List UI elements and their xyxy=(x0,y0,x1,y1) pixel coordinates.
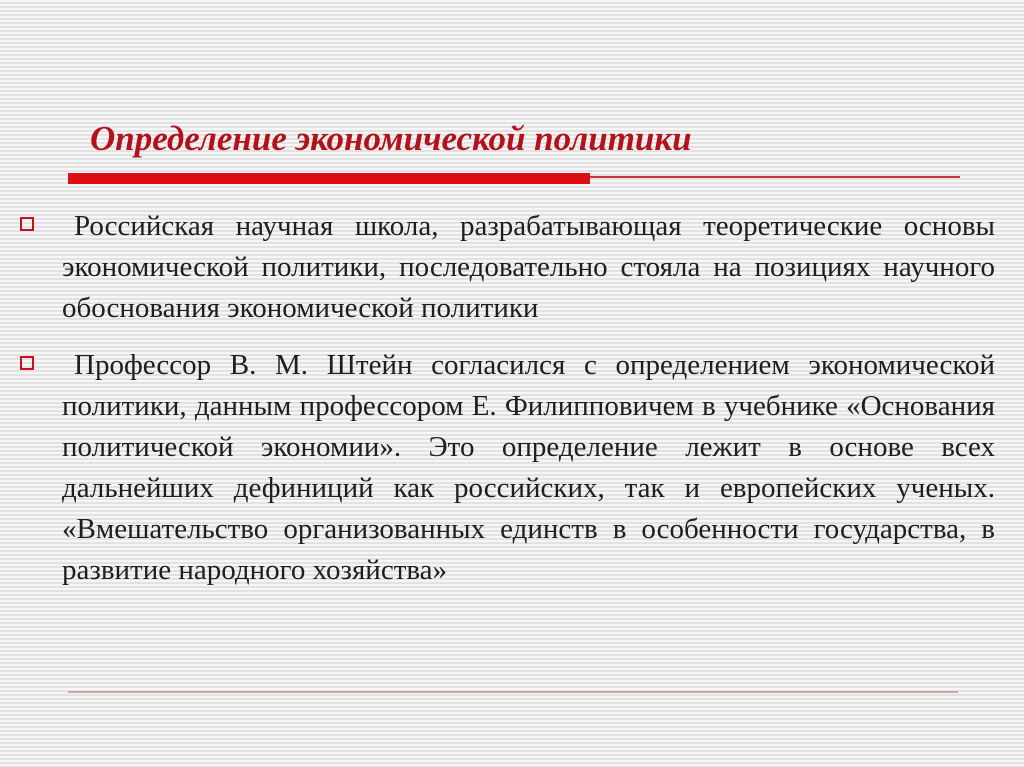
footer-divider xyxy=(68,691,958,693)
bullet-item-1 xyxy=(20,206,995,329)
hollow-square-icon xyxy=(20,217,34,231)
bullet-text: Российская научная школа, разрабатывающая теоретические основы экономической политики, последовательно стояла на позициях научного обоснования экономической политики xyxy=(62,210,995,324)
title-underline-bar xyxy=(68,173,590,184)
title-underline-line xyxy=(590,176,960,178)
slide-title: Определение экономической политики xyxy=(90,119,692,158)
bullet-list xyxy=(20,206,995,607)
bullet-text: Профессор В. М. Штейн согласился с определением экономической политики, данным профессором Е. Филипповичем в учебнике «Основания политической экономии». Это определение лежит в основе всех дальнейших дефиниций как российских, так и европейских ученых. «Вмешательство организованных единств в особенности государства, в развитие народного хозяйства» xyxy=(62,349,995,586)
hollow-square-icon xyxy=(20,356,34,370)
bullet-item-2 xyxy=(20,345,995,591)
